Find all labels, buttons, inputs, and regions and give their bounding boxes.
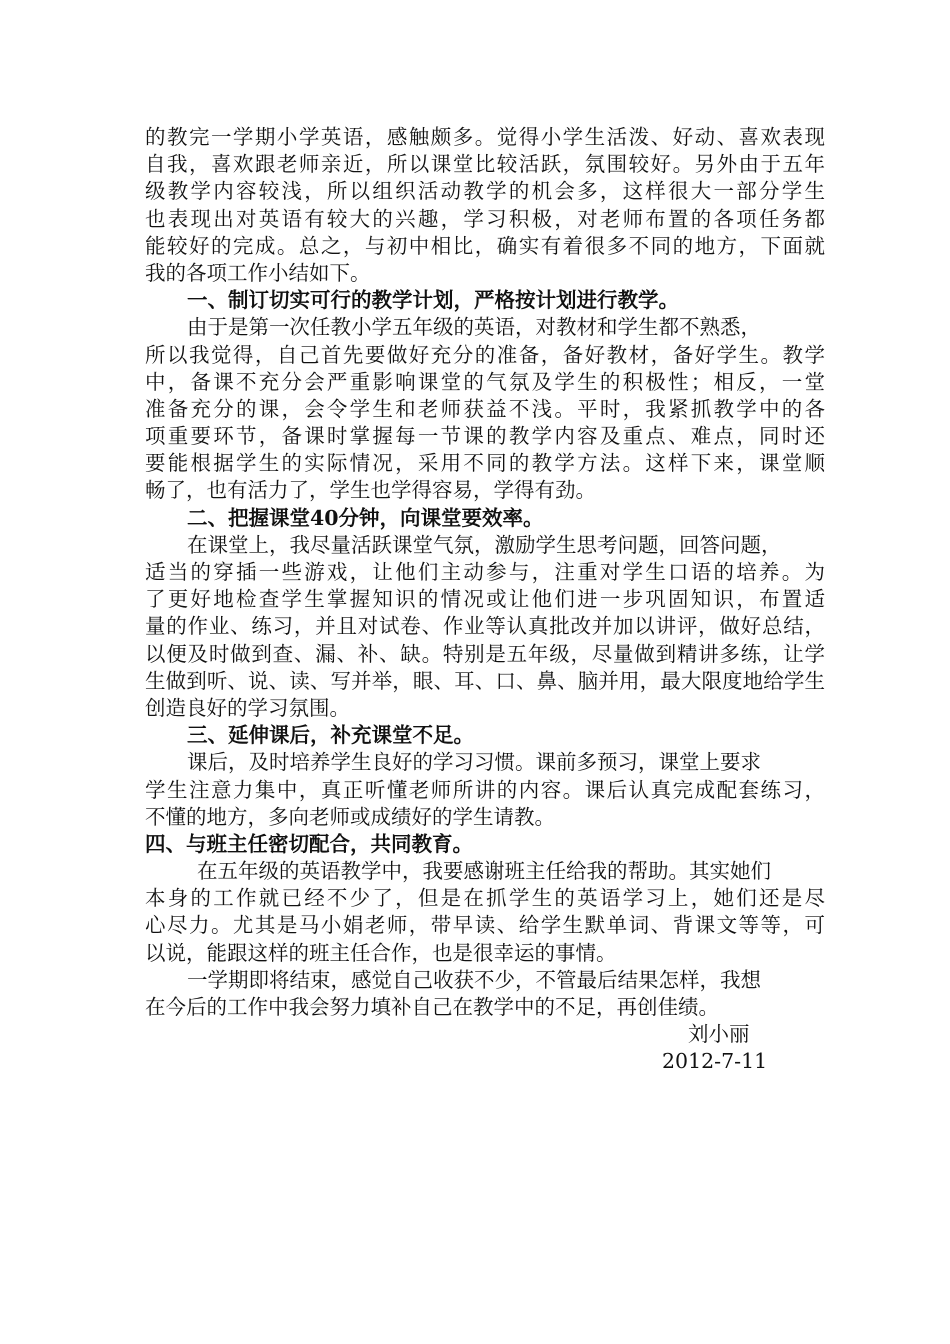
text-line: 级教学内容较浅，所以组织活动教学的机会多，这样很大一部分学生 [145, 179, 825, 204]
text-line: 一学期即将结束，感觉自己收获不少，不管最后结果怎样，我想 [187, 967, 761, 992]
text-line: 创造良好的学习氛围。 [145, 695, 350, 720]
signature-name: 刘小丽 [688, 1022, 750, 1047]
text-line: 畅了，也有活力了，学生也学得容易，学得有劲。 [145, 478, 596, 503]
text-line: 的教完一学期小学英语，感触颇多。觉得小学生活泼、好动、喜欢表现 [145, 125, 825, 149]
text-line: 生做到听、说、读、写并举，眼、耳、口、鼻、脑并用，最大限度地给学生 [145, 668, 825, 693]
section-heading-4: 四、与班主任密切配合，共同教育。 [145, 831, 473, 856]
text-line: 了更好地检查学生掌握知识的情况或让他们进一步巩固知识，布置适 [145, 587, 825, 612]
text-line: 在五年级的英语教学中，我要感谢班主任给我的帮助。其实她们 [197, 859, 771, 884]
text-line: 以便及时做到查、漏、补、缺。特别是五年级，尽量做到精讲多练，让学 [145, 641, 825, 666]
text-line: 在课堂上，我尽量活跃课堂气氛，激励学生思考问题，回答问题， [187, 532, 782, 557]
text-line: 在今后的工作中我会努力填补自己在教学中的不足，再创佳绩。 [145, 995, 719, 1019]
section-heading-2: 二、把握课堂40分钟，向课堂要效率。 [187, 505, 544, 530]
text-line: 本身的工作就已经不少了，但是在抓学生的英语学习上，她们还是尽 [145, 886, 825, 911]
text-line: 要能根据学生的实际情况，采用不同的教学方法。这样下来，课堂顺 [145, 451, 825, 476]
text-line: 也表现出对英语有较大的兴趣，学习积极，对老师布置的各项任务都 [145, 206, 825, 231]
text-line: 适当的穿插一些游戏，让他们主动参与，注重对学生口语的培养。为 [145, 560, 825, 584]
text-line: 我的各项工作小结如下。 [145, 260, 371, 285]
signature-date: 2012-7-11 [662, 1049, 768, 1074]
text-line: 不懂的地方，多向老师或成绩好的学生请教。 [145, 804, 555, 829]
text-line: 课后，及时培养学生良好的学习习惯。课前多预习，课堂上要求 [187, 750, 761, 775]
section-heading-1: 一、制订切实可行的教学计划，严格按计划进行教学。 [187, 288, 679, 313]
text-line: 所以我觉得，自己首先要做好充分的准备，备好教材，备好学生。教学 [145, 342, 825, 367]
text-line: 由于是第一次任教小学五年级的英语，对教材和学生都不熟悉， [187, 315, 761, 340]
text-line: 以说，能跟这样的班主任合作，也是很幸运的事情。 [145, 940, 617, 965]
text-line: 自我，喜欢跟老师亲近，所以课堂比较活跃，氛围较好。另外由于五年 [145, 152, 825, 177]
text-line: 学生注意力集中，真正听懂老师所讲的内容。课后认真完成配套练习， [145, 777, 825, 802]
text-line: 准备充分的课，会令学生和老师获益不浅。平时，我紧抓教学中的各 [145, 396, 825, 421]
document-body [145, 124, 825, 1076]
text-line: 能较好的完成。总之，与初中相比，确实有着很多不同的地方，下面就 [145, 233, 825, 258]
text-line: 量的作业、练习，并且对试卷、作业等认真批改并加以讲评，做好总结， [145, 614, 825, 639]
text-line: 心尽力。尤其是马小娟老师，带早读、给学生默单词、背课文等等，可 [145, 913, 825, 938]
text-line: 中，备课不充分会严重影响课堂的气氛及学生的积极性；相反，一堂 [145, 369, 825, 394]
text-line: 项重要环节，备课时掌握每一节课的教学内容及重点、难点，同时还 [145, 424, 825, 449]
section-heading-3: 三、延伸课后，补充课堂不足。 [187, 723, 474, 748]
